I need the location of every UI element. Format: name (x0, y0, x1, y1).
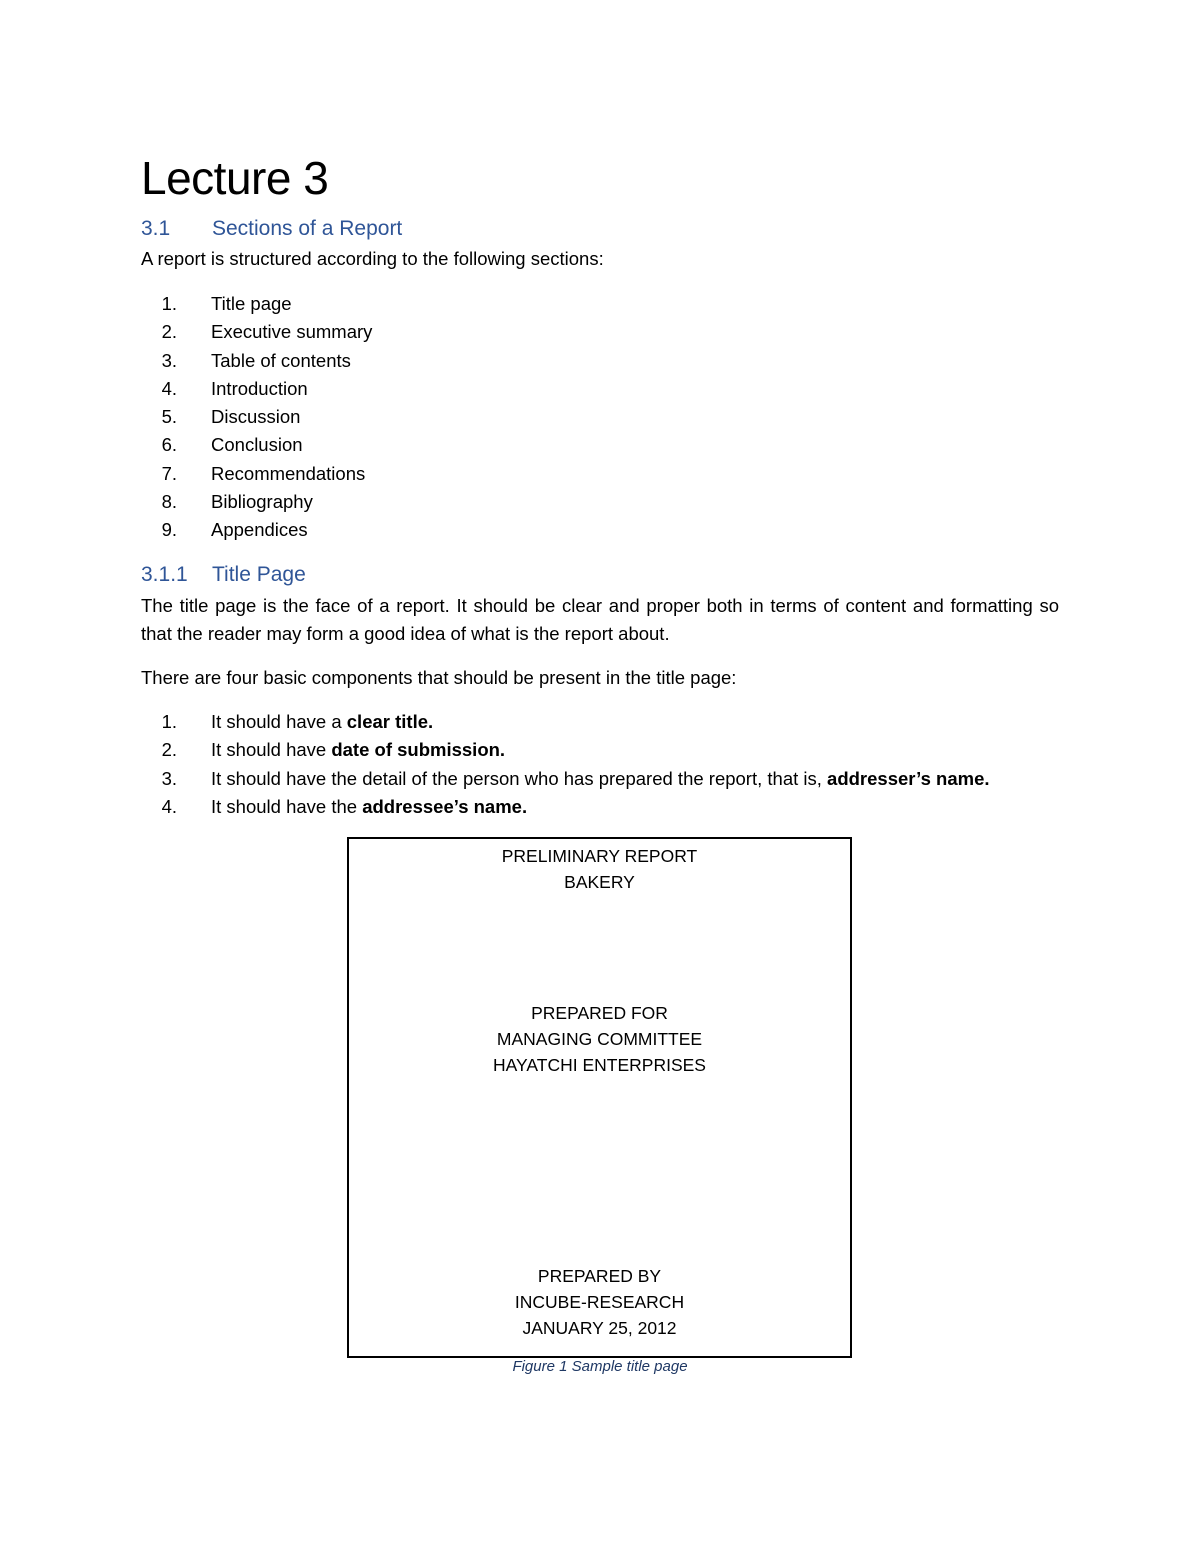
title-page-paragraph: The title page is the face of a report. It should be clear and proper both in terms of content and formatting so that the reader may form a good idea of what is the report about. (141, 595, 1059, 644)
list-text: Title page (211, 293, 292, 314)
list-item (141, 460, 372, 488)
list-item (141, 375, 372, 403)
sample-title-line: PRELIMINARY REPORT (501, 846, 698, 866)
report-sections-list (141, 290, 372, 545)
list-text: It should have (211, 739, 332, 761)
list-number: 4. (161, 795, 177, 817)
list-text: It should have the (211, 795, 363, 817)
components-intro: There are four basic components that should be present in the title page: (141, 667, 737, 688)
list-number: 1. (161, 711, 177, 732)
section-number: 3.1 (141, 217, 171, 240)
list-text: Bibliography (211, 491, 313, 513)
list-item (141, 793, 990, 821)
sample-prepared-by-block (349, 1263, 850, 1341)
list-text-bold: addresser’s name. (827, 767, 990, 789)
list-text-bold: clear title. (346, 711, 434, 732)
title-page-components-list (141, 708, 990, 821)
list-item (141, 347, 372, 375)
list-item (141, 736, 990, 764)
list-number: 7. (161, 462, 177, 484)
list-number: 1. (161, 293, 177, 314)
date-line: JANUARY 25, 2012 (522, 1318, 677, 1338)
list-number: 8. (161, 491, 177, 513)
list-item (141, 318, 372, 346)
recipient-line: HAYATCHI ENTERPRISES (493, 1055, 706, 1075)
list-number: 3. (161, 349, 177, 371)
intro-paragraph: A report is structured according to the following sections: (141, 248, 604, 269)
list-number: 3. (161, 767, 177, 789)
list-text: Recommendations (211, 462, 366, 484)
sample-prepared-for-block (349, 1000, 850, 1078)
section-heading-3-1-1 (141, 561, 306, 589)
prepared-by-label: PREPARED BY (537, 1266, 662, 1286)
list-text: Executive summary (211, 321, 373, 343)
list-text: Discussion (211, 406, 301, 428)
list-number: 9. (161, 519, 177, 541)
list-text-bold: date of submission. (331, 739, 506, 761)
list-item (141, 765, 990, 793)
recipient-line: MANAGING COMMITTEE (496, 1029, 703, 1049)
list-text: Introduction (211, 377, 308, 399)
list-text: Conclusion (211, 434, 303, 456)
list-item (141, 290, 372, 318)
sample-title-block (349, 843, 850, 895)
sample-title-line: BAKERY (564, 872, 635, 892)
list-number: 2. (161, 739, 177, 761)
prepared-for-label: PREPARED FOR (531, 1003, 668, 1023)
section-number: 3.1.1 (141, 563, 188, 586)
sample-title-page-figure (347, 837, 852, 1358)
list-number: 5. (161, 406, 177, 428)
list-item (141, 708, 990, 736)
list-number: 2. (161, 321, 177, 343)
section-title: Title Page (212, 563, 306, 586)
list-item (141, 488, 372, 516)
list-text: Appendices (211, 519, 308, 541)
list-text-bold: addressee’s name. (362, 795, 528, 817)
list-text: Table of contents (211, 349, 351, 371)
lecture-title: Lecture 3 (141, 152, 329, 204)
list-text: It should have the detail of the person who has prepared the report, that is, (211, 767, 828, 789)
figure-caption: Figure 1 Sample title page (512, 1358, 688, 1375)
section-title: Sections of a Report (212, 217, 403, 240)
list-item (141, 516, 372, 544)
section-heading-3-1 (141, 215, 402, 243)
list-text: It should have a (211, 711, 347, 732)
list-item (141, 431, 372, 459)
list-item (141, 403, 372, 431)
list-number: 4. (161, 377, 177, 399)
list-number: 6. (161, 434, 177, 456)
author-line: INCUBE-RESEARCH (514, 1292, 685, 1312)
